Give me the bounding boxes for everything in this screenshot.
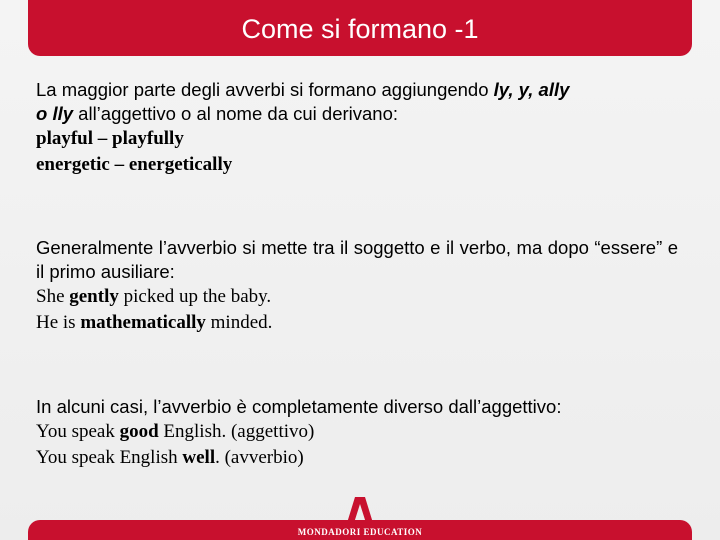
example-text: English. (aggettivo) — [158, 421, 315, 442]
example-text: You speak English — [36, 447, 183, 468]
irregular-text: In alcuni casi, l’avverbio è completamente diverso dall’aggettivo: — [36, 396, 562, 417]
example-good — [36, 419, 678, 445]
example-text: He is — [36, 312, 81, 333]
section-irregular — [36, 395, 678, 471]
example-text: She — [36, 286, 70, 307]
mondadori-logo-icon — [342, 497, 378, 523]
intro-start: La maggior parte degli avverbi si formano aggiungendo — [36, 79, 494, 100]
example-text: minded. — [205, 312, 273, 333]
slide-title: Come si formano -1 — [241, 14, 479, 44]
section-position — [36, 236, 678, 336]
example-mathematically — [36, 310, 678, 336]
intro-text-line2 — [36, 102, 678, 126]
adverb-gently: gently — [69, 286, 119, 307]
adverb-mathematically: mathematically — [80, 312, 206, 333]
example-energetic: energetic – energetically — [36, 154, 233, 175]
position-text: Generalmente l’avverbio si mette tra il soggetto e il verbo, ma dopo “essere” e il primo ausiliare: — [36, 237, 678, 282]
example-text: picked up the baby. — [118, 286, 272, 307]
example-gently — [36, 284, 678, 310]
footer-logo-text: MONDADORI EDUCATION — [297, 527, 423, 537]
suffix-lly: lly — [52, 103, 74, 124]
example-text: You speak — [36, 421, 120, 442]
example-text: . (avverbio) — [215, 447, 304, 468]
conjunction: o — [36, 103, 53, 124]
intro-text — [36, 78, 678, 102]
suffixes: ly, y, ally — [493, 79, 570, 100]
section-formation — [36, 78, 678, 178]
example-well — [36, 445, 678, 471]
adjective-good: good — [119, 421, 159, 442]
intro-end: all’aggettivo o al nome da cui derivano: — [73, 103, 399, 124]
adverb-well: well — [182, 447, 216, 468]
title-bar — [28, 0, 692, 56]
example-playful: playful – playfully — [36, 128, 184, 149]
